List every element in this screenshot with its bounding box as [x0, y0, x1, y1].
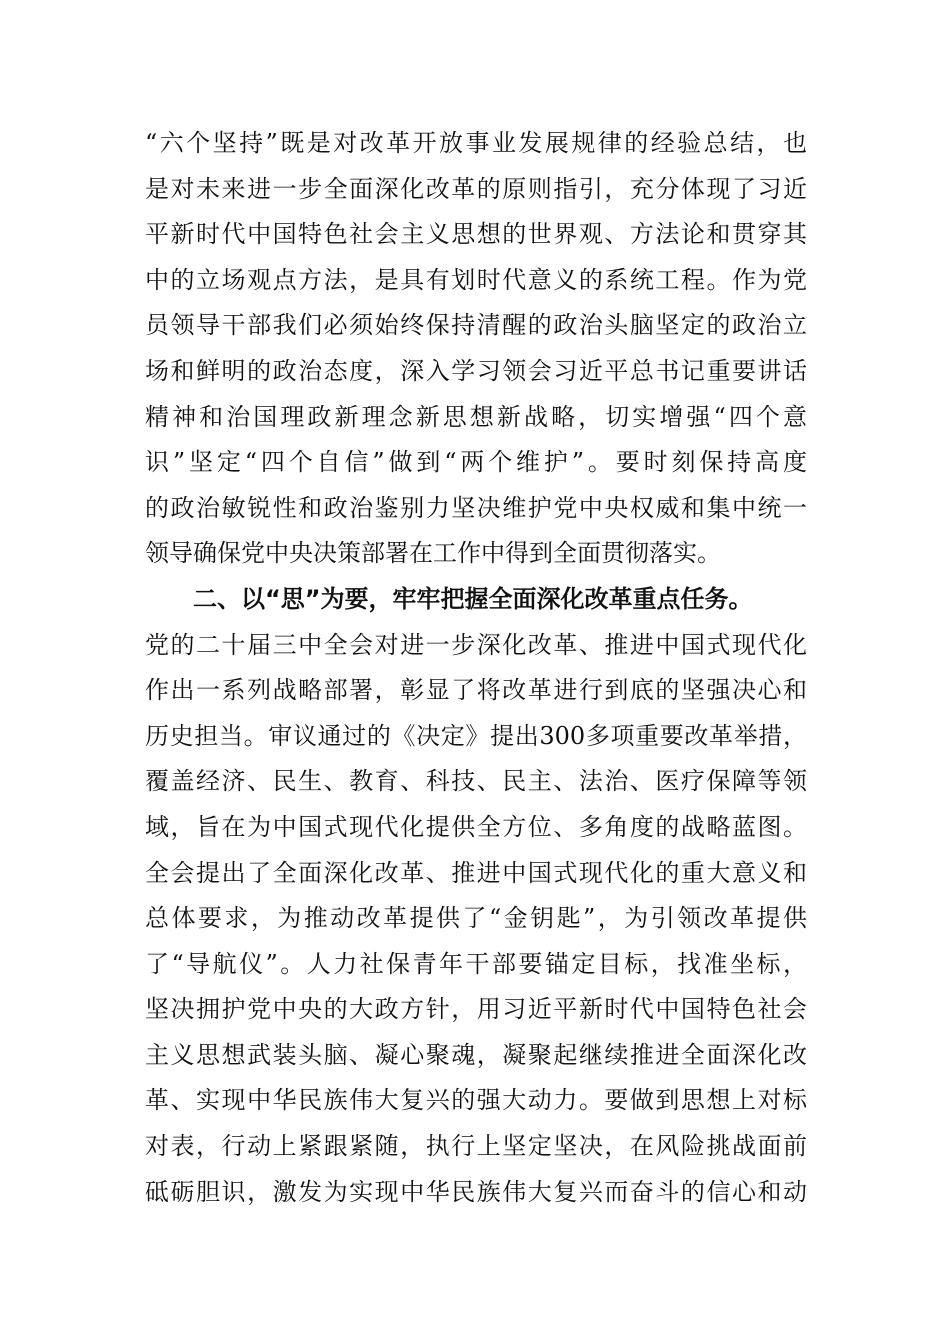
- text-line: “六个坚持”既是对改革开放事业发展规律的经验总结，也: [145, 129, 807, 157]
- text-line: 的政治敏锐性和政治鉴别力坚决维护党中央权威和集中统一: [145, 493, 807, 522]
- text-line: 场和鲜明的政治态度，深入学习领会习近平总书记重要讲话: [145, 356, 807, 385]
- text-line: 全会提出了全面深化改革、推进中国式现代化的重大意义和: [145, 858, 807, 887]
- text-line: 平新时代中国特色社会主义思想的世界观、方法论和贯穿其: [145, 220, 807, 249]
- text-line: 精神和治国理政新理念新思想新战略，切实增强“四个意: [145, 402, 807, 431]
- text-line: 革、实现中华民族伟大复兴的强大动力。要做到思想上对标: [145, 1086, 807, 1115]
- text-line: 作出一系列战略部署，彰显了将改革进行到底的坚强决心和: [145, 676, 807, 705]
- text-line: 历史担当。审议通过的《决定》提出300多项重要改革举措，: [145, 721, 807, 750]
- text-line: 领导确保党中央决策部署在工作中得到全面贯彻落实。: [145, 539, 721, 568]
- text-line: 主义思想武装头脑、凝心聚魂，凝聚起继续推进全面深化改: [145, 1040, 807, 1069]
- text-line: 坚决拥护党中央的大政方针，用习近平新时代中国特色社会: [145, 995, 807, 1024]
- text-line: 总体要求，为推动改革提供了“金钥匙”，为引领改革提供: [145, 904, 807, 933]
- section-heading: 二、以“思”为要，牢牢把握全面深化改革重点任务。: [193, 584, 753, 613]
- document-body: [145, 121, 807, 1215]
- paragraph-2: [145, 623, 807, 1216]
- text-line: 覆盖经济、民生、教育、科技、民主、法治、医疗保障等领: [145, 767, 807, 796]
- text-line: 员领导干部我们必须始终保持清醒的政治头脑坚定的政治立: [145, 311, 807, 340]
- text-line: 对表，行动上紧跟紧随，执行上坚定坚决，在风险挑战面前: [145, 1132, 807, 1161]
- text-line: 域，旨在为中国式现代化提供全方位、多角度的战略蓝图。: [145, 812, 807, 841]
- text-line: 中的立场观点方法，是具有划时代意义的系统工程。作为党: [145, 265, 807, 294]
- text-line: 砥砺胆识，激发为实现中华民族伟大复兴而奋斗的信心和动: [145, 1177, 807, 1206]
- text-line: 了“导航仪”。人力社保青年干部要锚定目标，找准坐标，: [145, 949, 807, 978]
- text-line: 是对未来进一步全面深化改革的原则指引，充分体现了习近: [145, 174, 807, 203]
- paragraph-1: [145, 121, 807, 577]
- text-line: 识”坚定“四个自信”做到“两个维护”。要时刻保持高度: [145, 448, 807, 477]
- text-line: 党的二十届三中全会对进一步深化改革、推进中国式现代化: [145, 630, 807, 659]
